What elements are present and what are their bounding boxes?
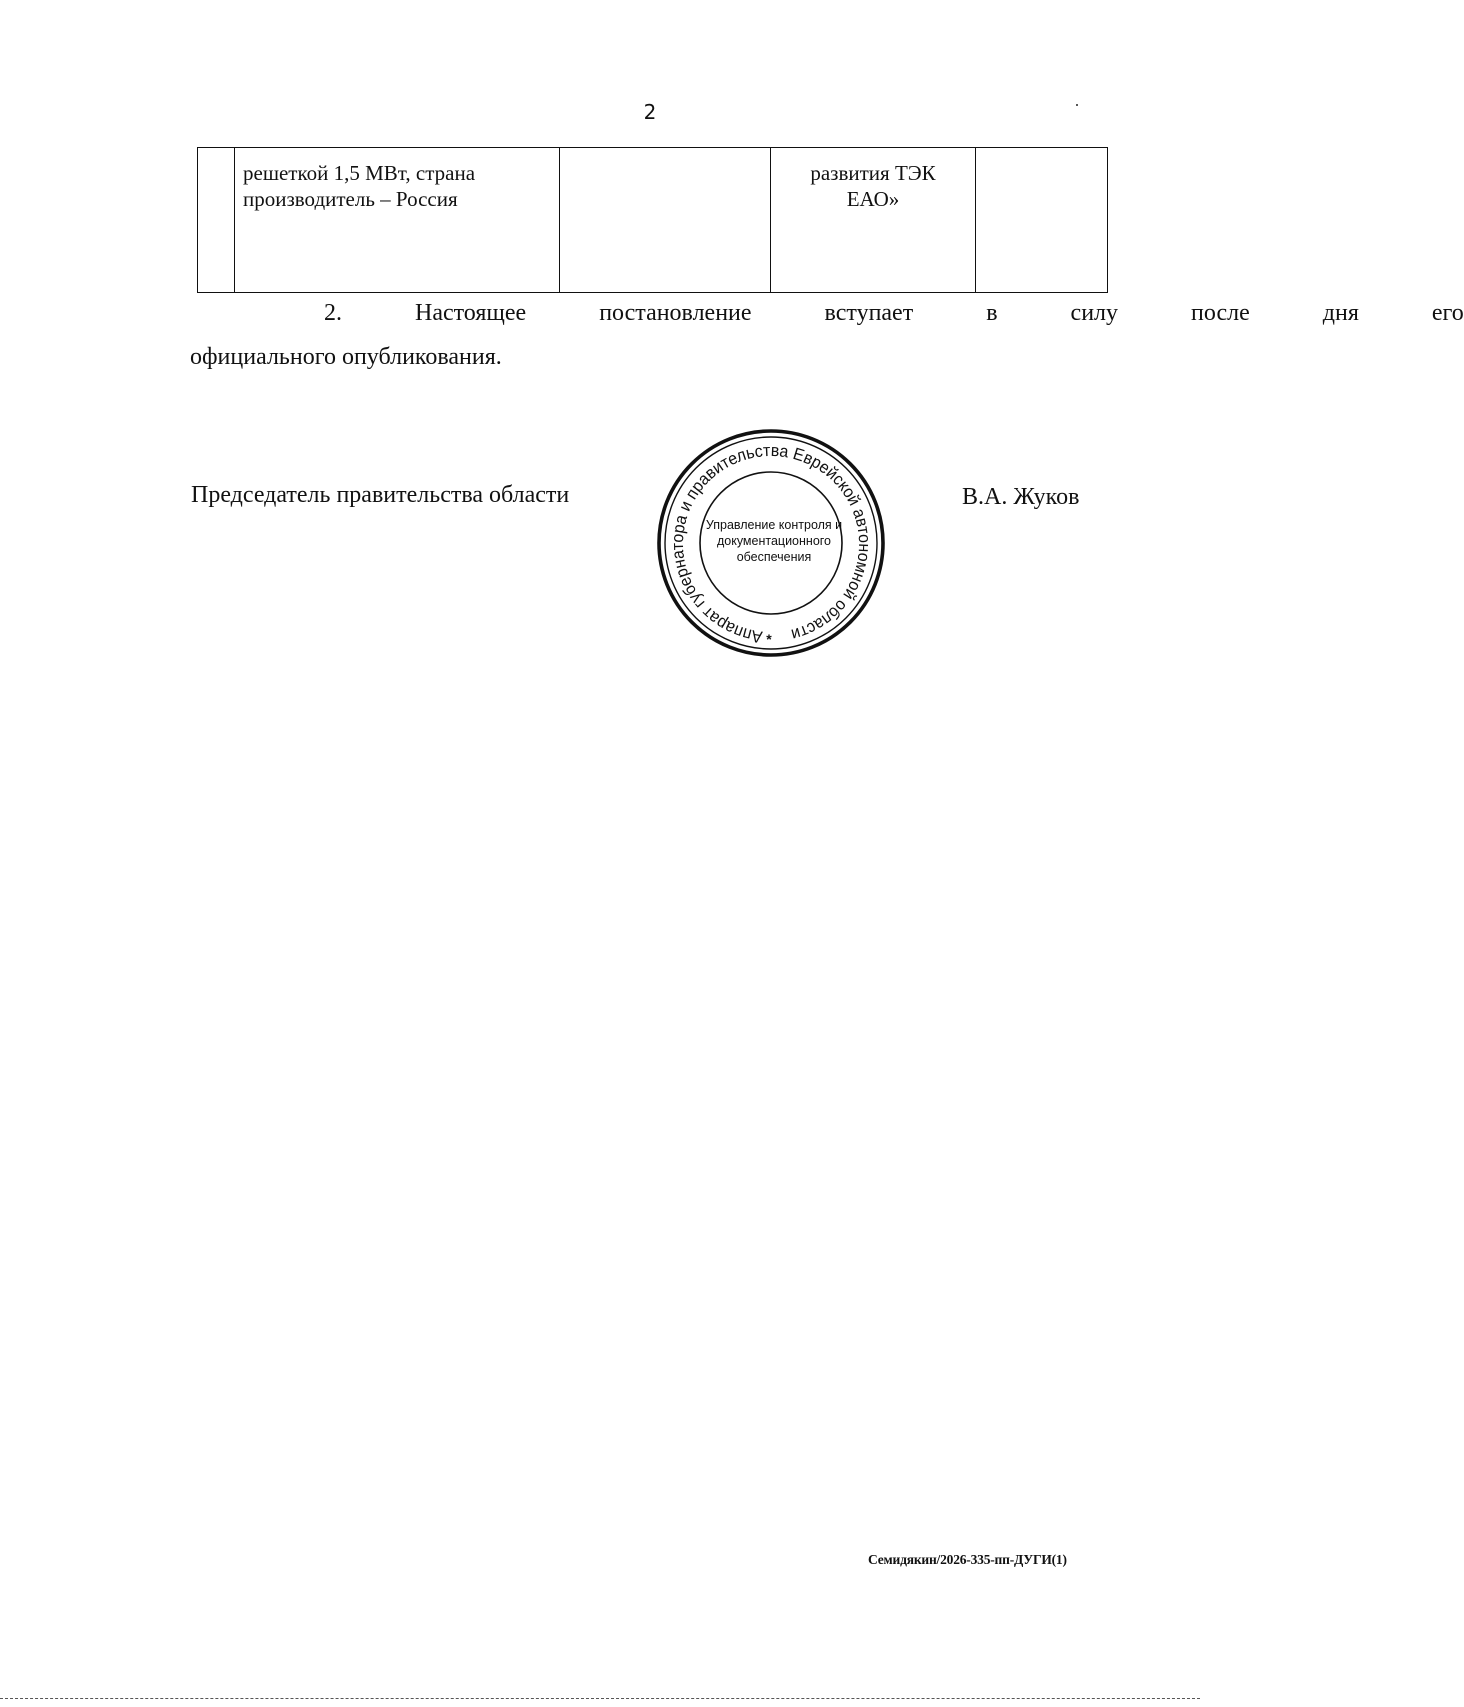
cell-empty: [560, 148, 771, 293]
official-seal: [652, 426, 890, 660]
table-row: [198, 148, 1108, 293]
word: постановление: [599, 300, 752, 326]
word: дня: [1322, 300, 1359, 326]
word: силу: [1070, 300, 1119, 326]
scan-bottom-edge: [0, 1698, 1200, 1699]
paragraph-line-1: [190, 296, 1464, 330]
seal-star: *: [766, 631, 772, 647]
paragraph-line-2: официального опубликования.: [190, 344, 502, 370]
cell-responsible: [771, 148, 976, 293]
cell-last: [976, 148, 1108, 293]
scan-dot: [1076, 104, 1078, 106]
seal-outer-textpath: Аппарат губернатора и правительства Еврейской автономной области: [667, 440, 875, 647]
signer-name: В.А. Жуков: [962, 484, 1080, 510]
seal-inner-line-1: Управление контроля и: [705, 518, 843, 532]
signer-position: Председатель правительства области: [191, 482, 570, 508]
word: в: [986, 300, 998, 326]
cell-description: [235, 148, 560, 293]
word: Настоящее: [415, 300, 527, 326]
cell-number: [198, 148, 235, 293]
page-number: 2: [643, 100, 657, 124]
seal-inner-line-3: обеспечения: [736, 550, 812, 564]
word: 2.: [324, 300, 342, 326]
responsible-line-2: ЕАО»: [846, 187, 900, 211]
document-reference: Семидякин/2026-335-пп-ДУГИ(1): [868, 1552, 1067, 1567]
word: его: [1431, 300, 1464, 326]
continued-table: [197, 147, 1108, 293]
word: вступает: [824, 300, 914, 326]
word: после: [1191, 300, 1250, 326]
description-line-2: производитель – Россия: [243, 187, 458, 211]
seal-inner-line-2: документационного: [716, 534, 832, 548]
responsible-line-1: развития ТЭК: [810, 161, 936, 185]
description-line-1: решеткой 1,5 МВт, страна: [243, 161, 476, 185]
